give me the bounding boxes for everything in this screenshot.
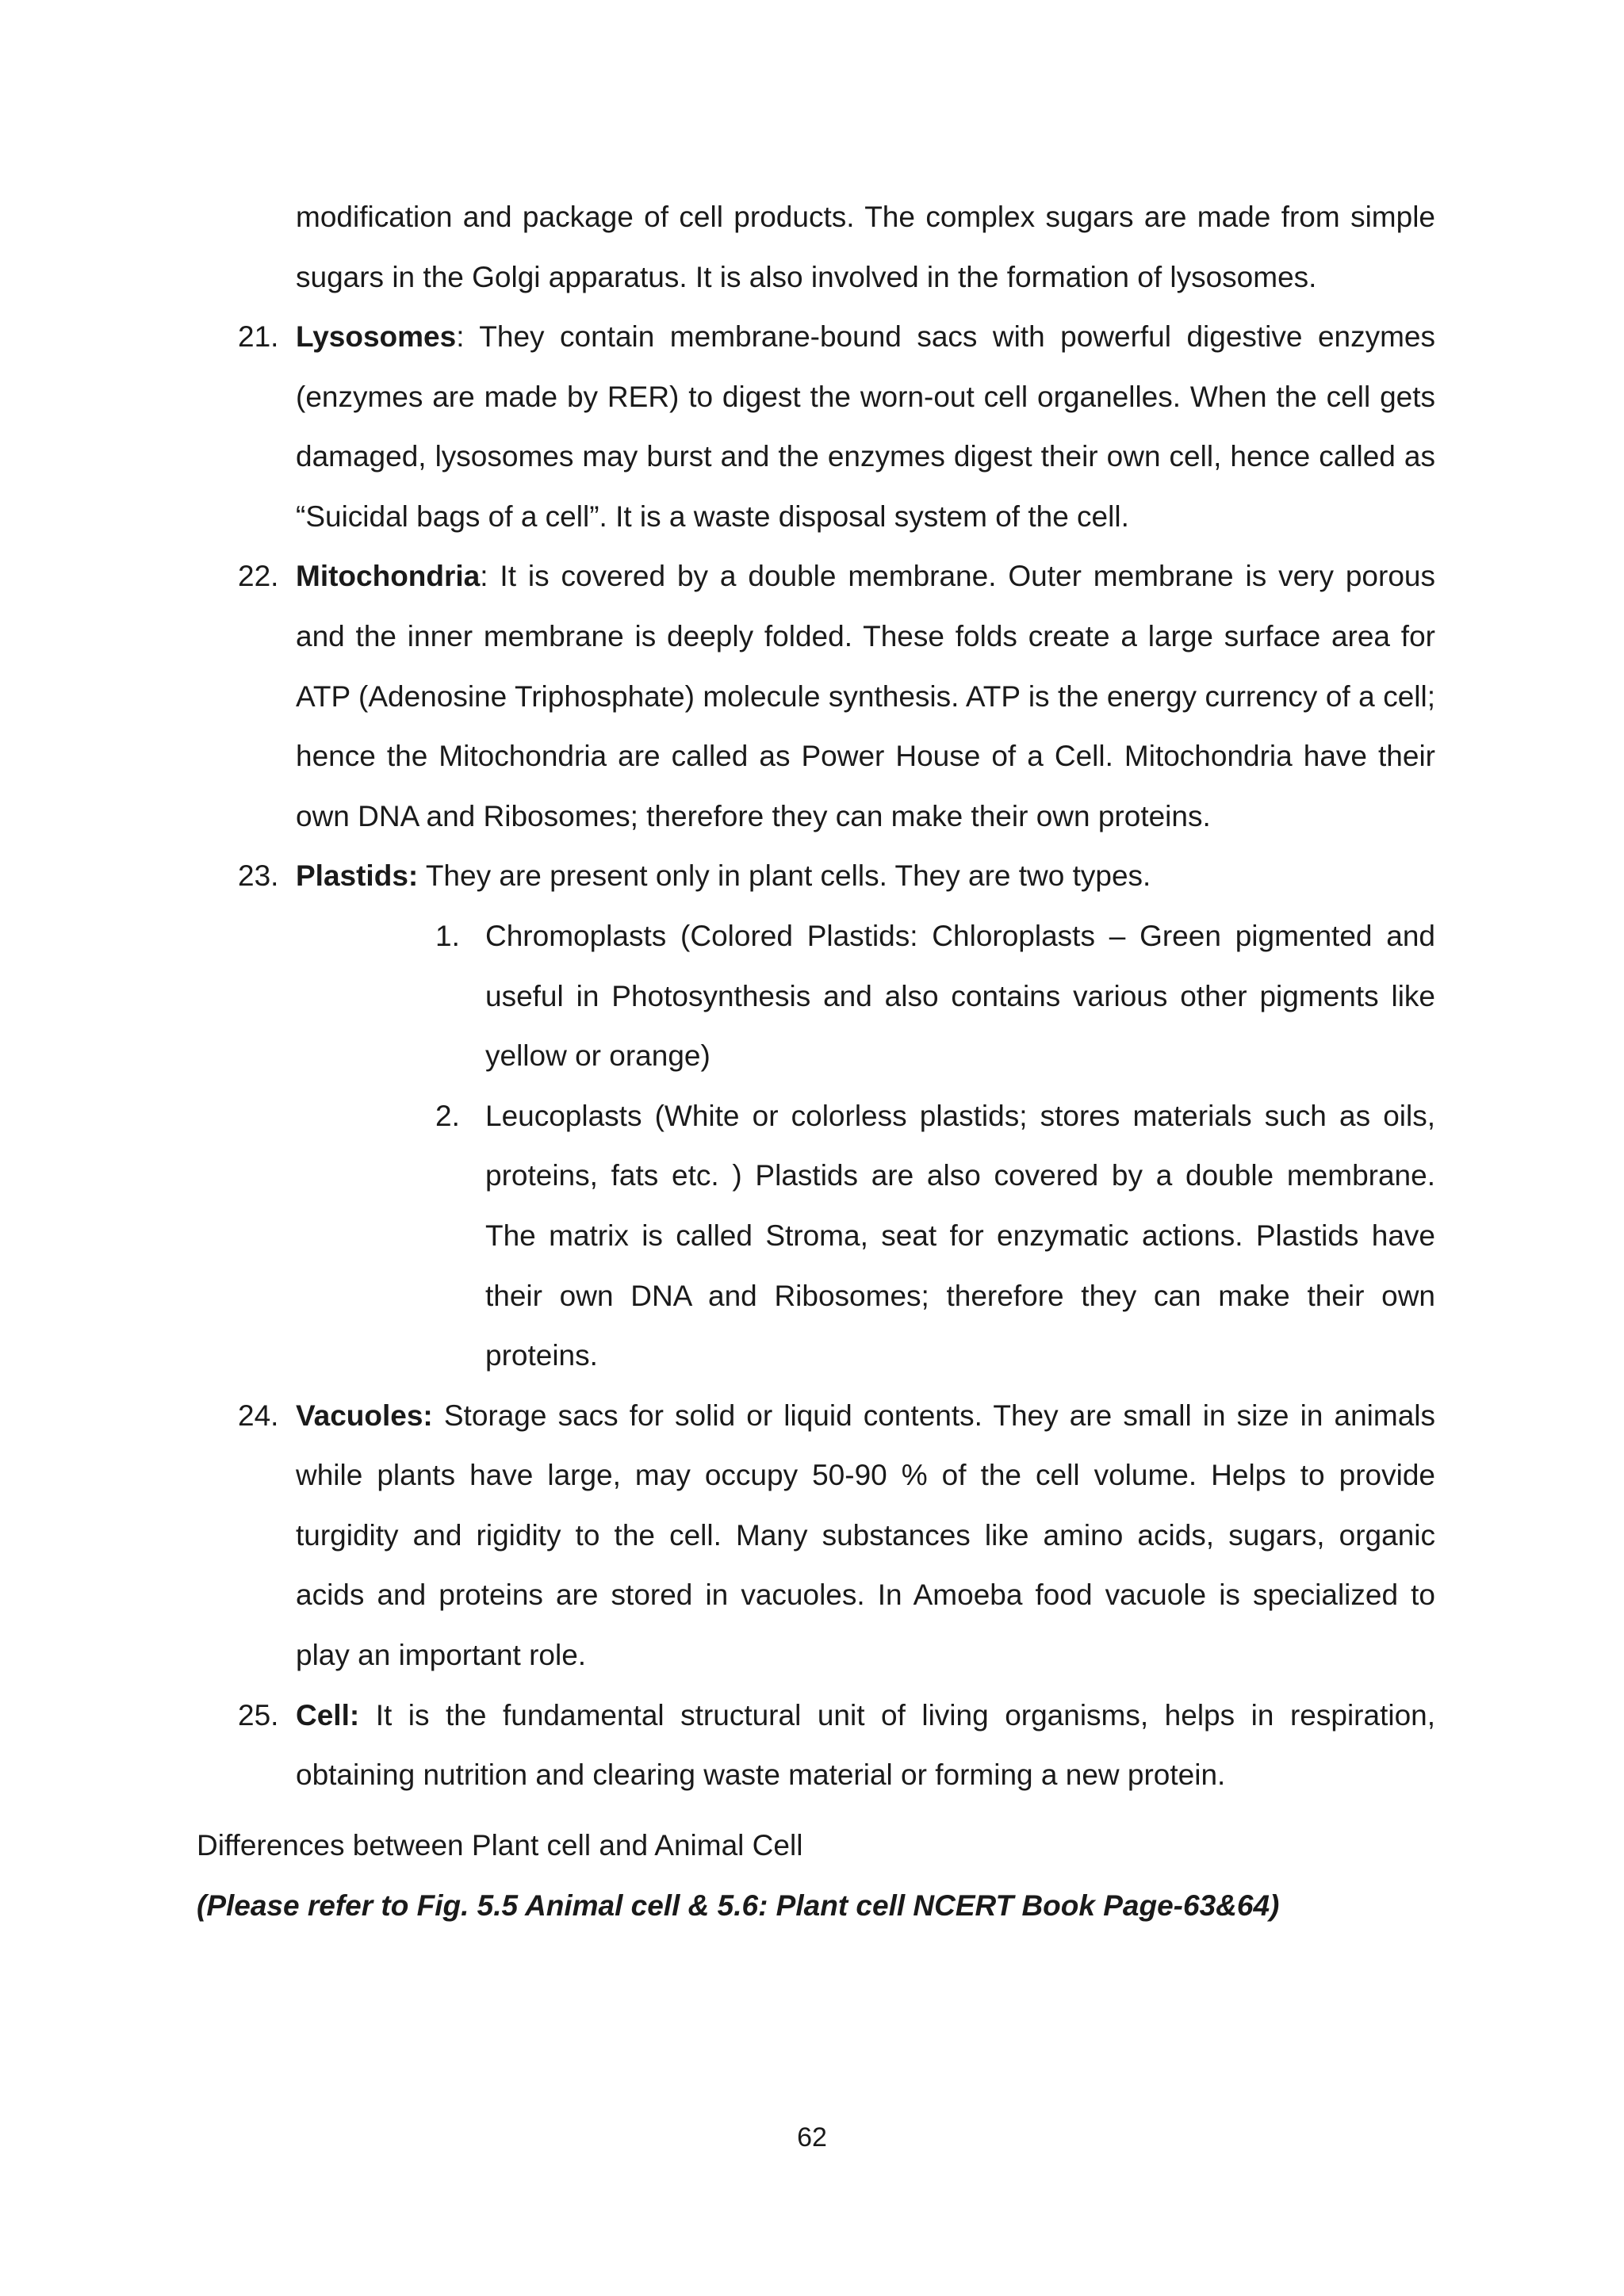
item-number: 22.	[238, 560, 279, 593]
sublist-item-chromoplasts	[435, 906, 1435, 1086]
subitem-number: 1.	[435, 919, 460, 952]
sublist-item-leucoplasts	[435, 1086, 1435, 1386]
list-item-lysosomes	[238, 307, 1435, 546]
item-text: It is the fundamental structural unit of living organisms, helps in respiration, obtaining nutrition and clearing waste material or forming a new protein.	[296, 1698, 1435, 1792]
item-term: Plastids:	[296, 859, 419, 893]
subitem-text: Chromoplasts (Colored Plastids: Chloroplasts – Green pigmented and useful in Photosynthesis and also contains various other pigments like yellow or orange)	[485, 919, 1435, 1073]
item-term: Vacuoles:	[296, 1399, 433, 1432]
continuation-paragraph: modification and package of cell products. The complex sugars are made from simple sugars in the Golgi apparatus. It is also involved in the formation of lysosomes.	[296, 201, 1435, 293]
item-term: Mitochondria	[296, 560, 481, 593]
list-item-mitochondria	[238, 546, 1435, 846]
item-text: Storage sacs for solid or liquid contents. They are small in size in animals while plants have large, may occupy 50-90 % of the cell volume. Helps to provide turgidity and rigidity to the cell. Many substances like amino acids, sugars, organic acids and proteins are stored in vacuoles. In Amoeba food vacuole is specialized to play an important role.	[296, 1399, 1435, 1672]
organelle-list	[238, 307, 1435, 1805]
item-text: : It is covered by a double membrane. Outer membrane is very porous and the inner membrane is deeply folded. These folds create a large surface area for ATP (Adenosine Triphosphate) molecule synthesis. ATP is the energy currency of a cell; hence the Mitochondria are called as Power House of a Cell. Mitochondria have their own DNA and Ribosomes; therefore they can make their own proteins.	[296, 560, 1435, 832]
item-term: Cell:	[296, 1698, 360, 1732]
page-number: 62	[797, 2122, 827, 2152]
list-item-vacuoles	[238, 1386, 1435, 1686]
item-text: : They contain membrane-bound sacs with powerful digestive enzymes (enzymes are made by RER) to digest the worn-out cell organelles. When the cell gets damaged, lysosomes may burst and the enzymes digest their own cell, hence called as “Suicidal bags of a cell”. It is a waste disposal system of the cell.	[296, 320, 1435, 533]
differences-heading: Differences between Plant cell and Animal Cell	[197, 1829, 803, 1862]
item-text: They are present only in plant cells. They are two types.	[418, 859, 1151, 893]
list-item-plastids	[238, 846, 1435, 1385]
subitem-text: Leucoplasts (White or colorless plastids; stores materials such as oils, proteins, fats etc. ) Plastids are also covered by a double membrane. The matrix is called Stroma, seat for enzymatic actions. Plastids have their own DNA and Ribosomes; therefore they can make their own proteins.	[485, 1099, 1435, 1372]
item-number: 25.	[238, 1698, 279, 1732]
plastid-types-list	[435, 906, 1435, 1386]
item-term: Lysosomes	[296, 320, 457, 353]
item-number: 21.	[238, 320, 279, 353]
item-number: 24.	[238, 1399, 279, 1432]
list-item-cell	[238, 1686, 1435, 1805]
reference-note: (Please refer to Fig. 5.5 Animal cell & 5.6: Plant cell NCERT Book Page-63&64)	[197, 1889, 1280, 1922]
subitem-number: 2.	[435, 1099, 460, 1132]
item-number: 23.	[238, 859, 279, 893]
